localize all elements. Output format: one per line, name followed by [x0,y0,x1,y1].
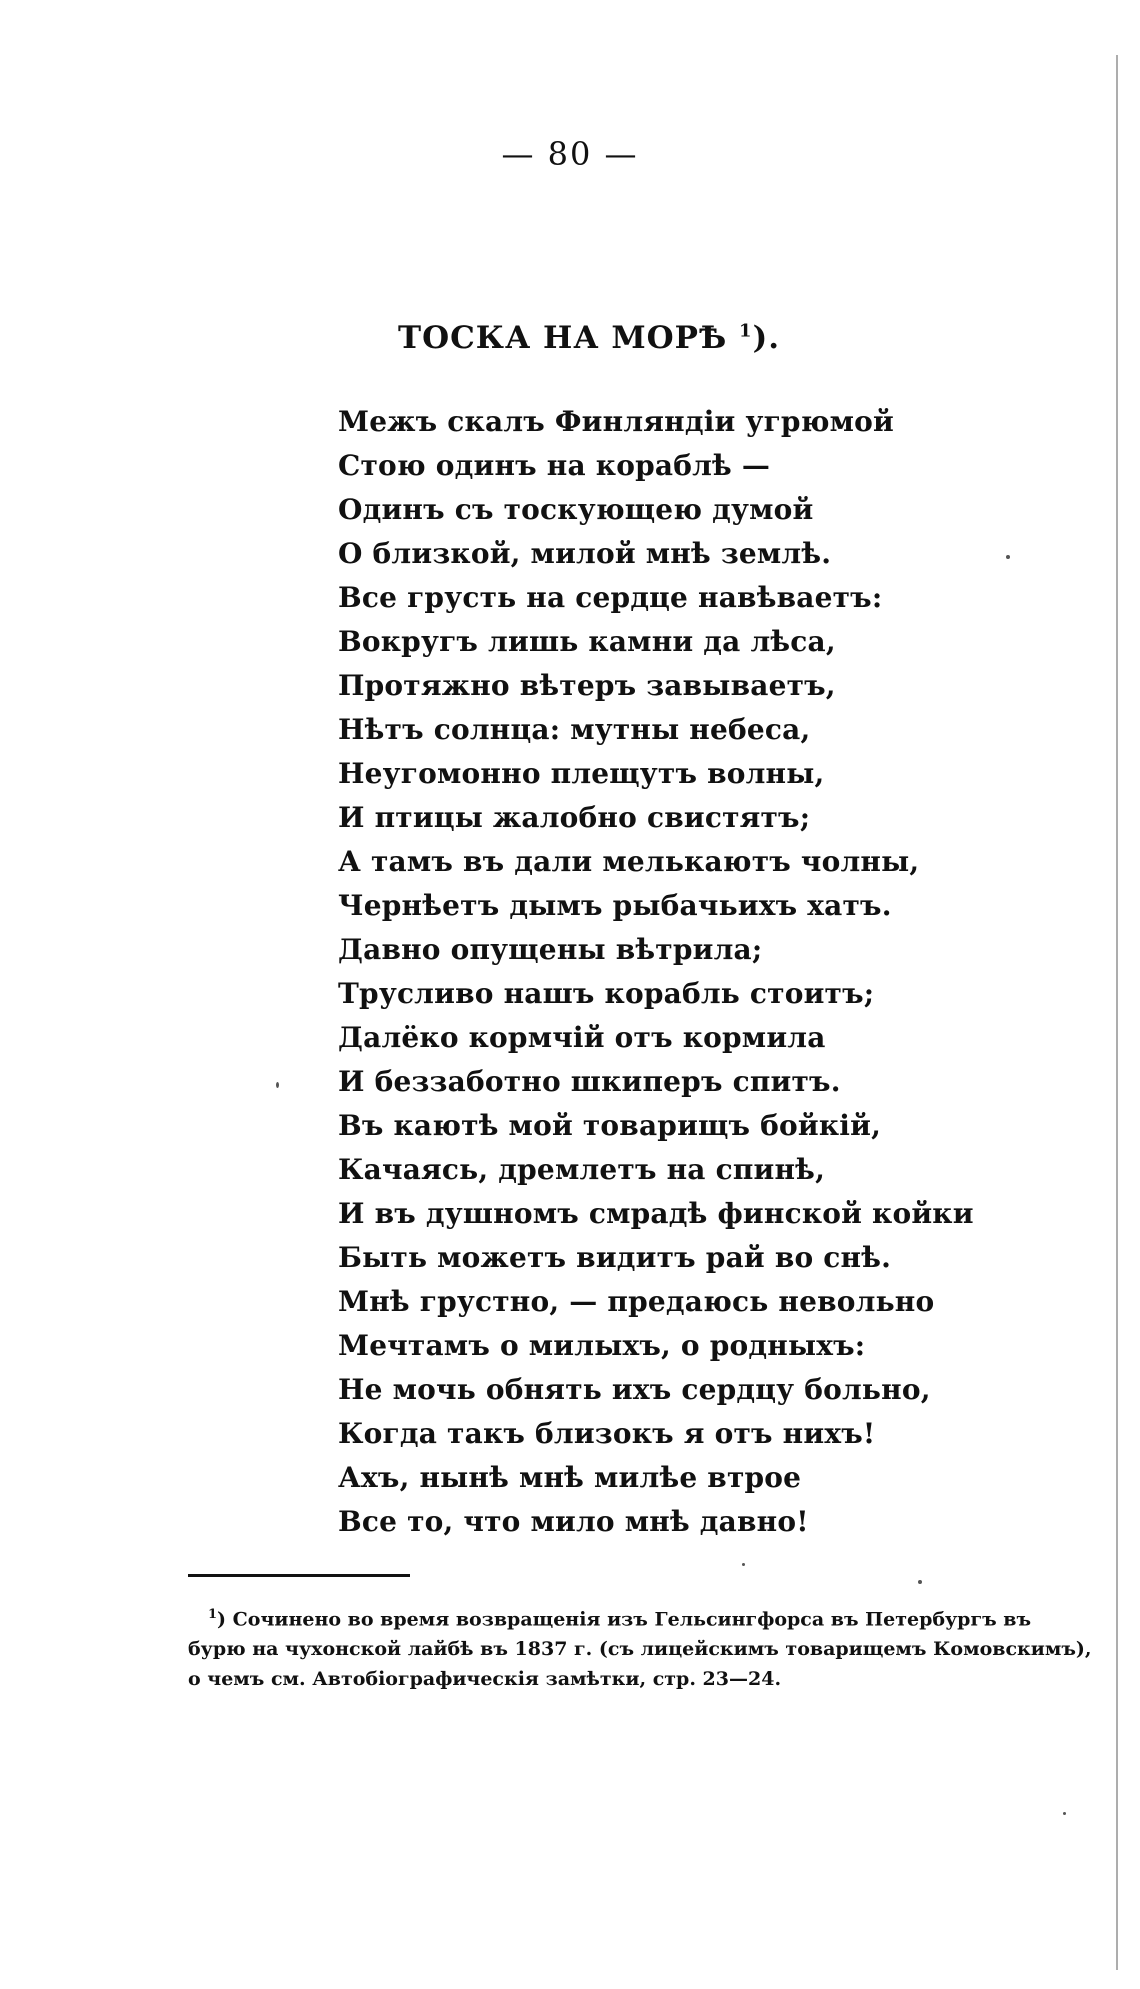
poem-title-text: ТОСКА НА МОРѢ [398,320,728,356]
poem-line: Качаясь, дремлетъ на спинѣ, [338,1153,826,1186]
poem-line: Мнѣ грустно, — предаюсь невольно [338,1285,935,1318]
poem-line: Въ каютѣ мой товарищъ бойкій, [338,1109,882,1142]
poem-line: Межъ скалъ Финляндіи угрюмой [338,405,894,438]
poem-line: Трусливо нашъ корабль стоитъ; [338,977,875,1010]
poem-line: Ахъ, нынѣ мнѣ милѣе втрое [338,1461,802,1494]
poem-line: Одинъ съ тоскующею думой [338,493,814,526]
poem-line: О близкой, милой мнѣ землѣ. [338,537,832,570]
poem-title [398,320,780,356]
poem-line: Чернѣетъ дымъ рыбачьихъ хатъ. [338,889,892,922]
footnote-line-2: бурю на чухонской лайбѣ въ 1837 г. (съ лицейскимъ товарищемъ Комовскимъ), [188,1638,1092,1661]
ink-speck [1006,555,1010,559]
footnote-mark: 1 [208,1607,218,1622]
poem-line: Быть можетъ видитъ рай во снѣ. [338,1241,892,1274]
poem-line: Стою одинъ на кораблѣ — [338,449,771,482]
footnote-line-3: о чемъ см. Автобіографическія замѣтки, стр. 23—24. [188,1668,782,1691]
page-edge-line [1116,55,1118,1970]
poem-line: Протяжно вѣтеръ завываетъ, [338,669,836,702]
poem-line: И птицы жалобно свистятъ; [338,801,811,834]
poem-title-close: ). [752,320,781,356]
poem-line: И беззаботно шкиперъ спитъ. [338,1065,841,1098]
poem-line: Не мочь обнять ихъ сердцу больно, [338,1373,931,1406]
ink-speck [742,1563,745,1566]
poem-line: Нѣтъ солнца: мутны небеса, [338,713,811,746]
poem-line: Все грусть на сердце навѣваетъ: [338,581,883,614]
poem-line: Мечтамъ о милыхъ, о родныхъ: [338,1329,866,1362]
ink-speck [276,1082,279,1088]
footnote-line-1 [188,1600,1088,1634]
footnote-text-1: ) Сочинено во время возвращенія изъ Гельсингфорса въ Петербургъ въ [217,1608,1032,1631]
footnote-separator [188,1574,410,1577]
page-number: — 80 — [501,135,639,173]
ink-speck [1063,1812,1066,1815]
poem-line: А тамъ въ дали мелькаютъ чолны, [338,845,920,878]
poem-line: И въ душномъ смрадѣ финской койки [338,1197,974,1230]
poem-line: Все то, что мило мнѣ давно! [338,1505,809,1538]
poem-line: Когда такъ близокъ я отъ нихъ! [338,1417,876,1450]
footnote-reference: 1 [739,320,753,342]
poem-line: Далёко кормчій отъ кормила [338,1021,826,1054]
ink-speck [918,1580,922,1584]
poem-line: Вокругъ лишь камни да лѣса, [338,625,836,658]
footnote [188,1600,1092,1694]
poem-line: Неугомонно плещутъ волны, [338,757,825,790]
poem-body [338,400,974,1544]
poem-line: Давно опущены вѣтрила; [338,933,763,966]
